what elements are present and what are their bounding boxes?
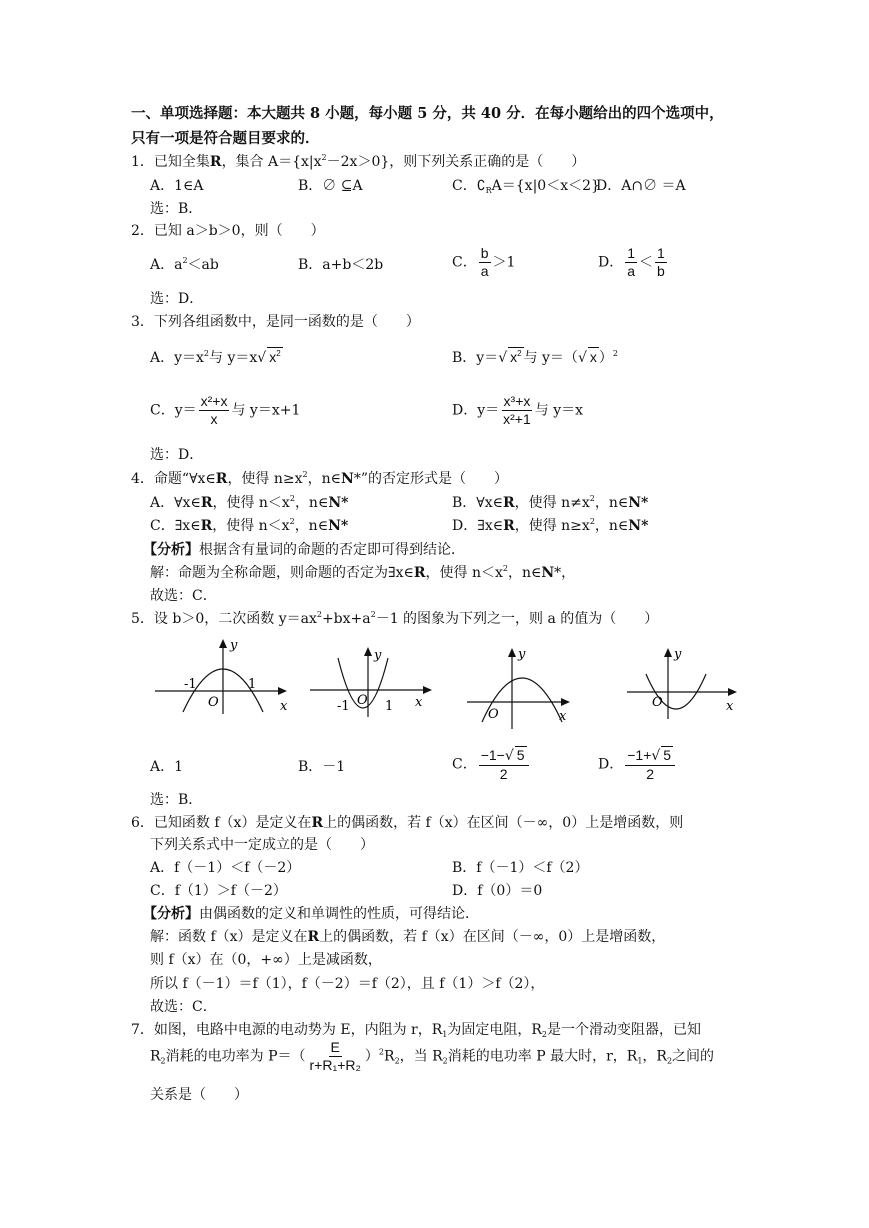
- x-arrow-icon: [423, 686, 432, 694]
- q6-option-b: B．f（－1）＜f（2）: [452, 860, 589, 876]
- q4-text-b: ，使得 n≥x: [227, 471, 303, 487]
- q6-analysis-tag: 【分析】: [143, 906, 199, 922]
- q6-sol1-r: R: [307, 929, 320, 945]
- q6-text-a: 已知函数 f（x）是定义在: [153, 815, 312, 831]
- origin-label: O: [488, 707, 499, 722]
- q3-opt-b-rad: x: [510, 349, 518, 365]
- q6-option-c: C．f（1）＞f（－2）: [150, 883, 287, 899]
- q5-option-d: [598, 746, 677, 783]
- q5-stem: [131, 610, 658, 628]
- q7-number: 7．: [131, 1022, 154, 1038]
- q4-opt-c-mid: ，使得 n＜x: [212, 518, 290, 534]
- q4-opt-b-nstar: N*: [628, 495, 649, 511]
- q4-opt-b-n: N: [628, 495, 642, 511]
- q6-stem: [131, 814, 683, 832]
- q2-opt-c-post: ＞1: [492, 254, 516, 271]
- q5-opt-c-num-pre: −1−: [480, 747, 505, 763]
- q1-option-c: [452, 177, 600, 195]
- q3-opt-a-radicand: [267, 347, 282, 366]
- q5-answer: 选：B．: [150, 792, 203, 808]
- q4-answer: 故选：C．: [150, 588, 217, 604]
- q7-line3: 关系是（ ）: [150, 1087, 248, 1103]
- q5-opt-c-den: 2: [499, 766, 508, 782]
- q7-line1-c: 是一个滑动变阻器，已知: [547, 1022, 702, 1038]
- q4-opt-d-nstar: N*: [628, 518, 649, 534]
- q2-opt-d-fraction1: [625, 245, 637, 280]
- q7-line2-sub-g: 2: [666, 1056, 673, 1066]
- q4-opt-c-pre: C．∃x∈: [150, 518, 201, 534]
- q5-opt-d-den: 2: [646, 766, 655, 782]
- q7-line1-b: 为固定电阻，R: [447, 1022, 542, 1038]
- q3-opt-a-pre: A．y＝x: [150, 350, 204, 366]
- q3-opt-c-post: 与 y＝x+1: [231, 402, 301, 419]
- radical-icon: √: [498, 350, 508, 366]
- label-neg1: -1: [184, 677, 197, 692]
- y-label: y: [374, 648, 382, 663]
- q3-opt-a-rad-sup: 2: [276, 349, 281, 358]
- q2-option-c: [452, 245, 515, 280]
- q4-option-d: [452, 517, 648, 535]
- q7-line2-h: 之间的: [672, 1048, 715, 1065]
- q2-opt-a-post: ＜ab: [187, 257, 219, 273]
- q5-opt-c-label: C．: [452, 756, 477, 773]
- q3-opt-a-sup: 2: [203, 349, 210, 358]
- q2-text: 已知 a＞b＞0，则（ ）: [153, 223, 325, 239]
- q4-opt-a-post: ，n∈: [294, 495, 329, 511]
- q5-opt-d-num: [625, 746, 675, 766]
- q5-text-a: 设 b＞0，二次函数 y＝ax: [153, 611, 317, 627]
- label-pos1: 1: [385, 699, 394, 714]
- q7-line2-e: ，当 R: [399, 1048, 443, 1065]
- x-arrow-icon: [561, 698, 570, 706]
- radical-icon: √: [651, 748, 661, 764]
- q3-opt-d-num: x³+x: [503, 393, 531, 409]
- q7-power-fraction: [308, 1039, 363, 1074]
- q2-stem: [131, 222, 325, 240]
- q7-sub2: 2: [541, 1030, 548, 1039]
- q4-sol-sup: 2: [502, 564, 508, 573]
- q1-opt-c-pre: C．∁: [452, 178, 486, 194]
- q4-text-c: ，n∈: [307, 471, 342, 487]
- q2-opt-c-num: b: [480, 245, 489, 261]
- q3-opt-d-den: x²+1: [503, 411, 531, 427]
- q2-opt-d-mid: ＜: [639, 254, 654, 271]
- y-arrow-icon: [364, 647, 372, 656]
- q7-line1-a: 如图，电路中电源的电动势为 E，内阻为 r，R: [153, 1022, 443, 1038]
- q5-graph-c: [462, 644, 574, 732]
- q2-opt-c-label: C．: [452, 254, 477, 271]
- q3-number: 3．: [131, 314, 154, 330]
- q5-sup1: 2: [316, 610, 322, 619]
- q7-line2-sub-f: 1: [637, 1056, 643, 1066]
- q4-analysis-tag: 【分析】: [143, 542, 199, 558]
- q5-sup2: 2: [370, 610, 376, 619]
- q4-opt-a-n: N: [328, 495, 342, 511]
- q6-solution-line3: 所以 f（－1）＝f（1），f（－2）＝f（2），且 f（1）＞f（2），: [150, 976, 545, 992]
- q4-opt-c-r: R: [200, 518, 213, 534]
- label-pos1: 1: [248, 677, 257, 692]
- q5-option-b: B．－1: [298, 759, 346, 775]
- q3-opt-c-num: x²+x: [200, 393, 228, 409]
- y-arrow-icon: [508, 648, 516, 657]
- q7-frac-den: r+R₁+R₂: [309, 1057, 361, 1073]
- q3-opt-b-pre: B．y＝: [452, 350, 499, 366]
- q4-opt-a-r: R: [200, 495, 213, 511]
- q1-option-d: D．A∩∅ ＝A: [596, 178, 686, 194]
- q3-opt-c-pre: C．y＝: [150, 402, 197, 419]
- q5-opt-c-num: [479, 746, 529, 766]
- q3-opt-a-mid: 与 y＝x: [209, 350, 258, 366]
- q6-text-b: 上的偶函数，若 f（x）在区间（－∞，0）上是增函数，则: [323, 815, 684, 831]
- q2-option-a: [150, 256, 219, 274]
- q3-opt-b-mid: 与 y＝（: [523, 350, 578, 366]
- q7-line2-f: 消耗的电功率 P 最大时，r，R: [447, 1048, 638, 1065]
- q1-opt-c-sub: R: [485, 186, 492, 195]
- q3-opt-d-pre: D．y＝: [452, 402, 500, 419]
- label-neg1: -1: [337, 699, 350, 714]
- q3-opt-a-rad: x: [269, 349, 277, 365]
- q5-opt-c-rad: 5: [516, 747, 525, 763]
- q3-opt-b-rad2: x: [589, 349, 597, 365]
- radical-icon: √: [257, 350, 267, 366]
- q1-option-a: A．1∈A: [150, 178, 204, 194]
- q6-analysis: [143, 905, 479, 923]
- q4-sup: 2: [302, 470, 308, 479]
- q4-analysis: [143, 541, 465, 559]
- q4-opt-d-mid: ，使得 n≥x: [514, 518, 590, 534]
- q3-answer: 选：D．: [150, 447, 204, 463]
- q1-answer: 选：B．: [150, 201, 203, 217]
- q4-opt-b-mid: ，使得 n≠x: [514, 495, 590, 511]
- q4-set-n: N: [341, 471, 354, 487]
- q4-sol-end: *，: [554, 565, 576, 581]
- q3-option-b: [452, 347, 618, 367]
- q1-number: 1．: [131, 154, 154, 170]
- x-label: x: [559, 709, 567, 724]
- q4-option-b: [452, 494, 648, 512]
- q7-line2-sub-e: 2: [442, 1056, 448, 1066]
- q7-line2-d: R: [384, 1048, 395, 1065]
- q6-solution-line1: [150, 928, 665, 946]
- q2-option-d: [598, 245, 669, 280]
- q7-line2-sub-d: 2: [394, 1056, 400, 1066]
- y-label: y: [674, 647, 682, 662]
- y-label: y: [518, 647, 526, 662]
- y-arrow-icon: [664, 648, 672, 657]
- q3-opt-d-post: 与 y＝x: [534, 402, 584, 419]
- q4-opt-a-pre: A．∀x∈: [150, 495, 201, 511]
- section-title-line2: 只有一项是符合题目要求的．: [131, 130, 320, 147]
- section-title-line1: 一、单项选择题：本大题共 8 小题，每小题 5 分，共 40 分．在每小题给出的四个选项中，: [131, 105, 724, 122]
- q7-frac-num: E: [330, 1039, 340, 1055]
- q4-opt-d-n: N: [628, 518, 642, 534]
- q5-opt-d-fraction: [625, 746, 675, 783]
- q1-text-c: －2x＞0}，则下列关系正确的是（ ）: [326, 154, 586, 170]
- q2-opt-d-den2: b: [657, 263, 665, 279]
- q6-option-a: A．f（－1）＜f（－2）: [150, 860, 301, 876]
- q1-set-r: R: [209, 154, 222, 170]
- q2-opt-a-pre: A．a: [150, 257, 183, 273]
- y-arrow-icon: [219, 639, 227, 648]
- q3-opt-b-radicand: [508, 347, 523, 366]
- q3-opt-d-fraction: [501, 393, 533, 428]
- x-label: x: [726, 699, 734, 714]
- q5-option-c: [452, 746, 531, 783]
- q4-opt-a-sup: 2: [289, 494, 295, 503]
- radical-icon: √: [577, 350, 587, 366]
- q4-analysis-text: 根据含有量词的命题的否定即可得到结论．: [199, 542, 465, 558]
- q4-opt-b-post: ，n∈: [594, 495, 629, 511]
- q7-line2-sub-a: 2: [160, 1056, 166, 1066]
- q4-opt-c-nstar: N*: [328, 518, 349, 534]
- x-arrow-icon: [278, 687, 287, 695]
- q1-opt-c-post: A＝{x|0＜x＜2}: [491, 178, 600, 194]
- q3-opt-c-den: x: [210, 411, 218, 427]
- q3-option-d: [452, 393, 583, 428]
- q4-opt-d-r: R: [503, 518, 515, 534]
- q1-stem: [131, 153, 585, 171]
- q5-opt-d-label: D．: [598, 756, 624, 773]
- q7-line2-b: 消耗的电功率为 P＝（: [165, 1048, 306, 1065]
- q4-text-a: 命题“∀x∈: [153, 471, 216, 487]
- q6-option-d: D．f（0）＝0: [452, 883, 543, 899]
- q7-line2-g: ，R: [642, 1048, 667, 1065]
- q4-opt-b-sup: 2: [589, 494, 595, 503]
- q6-sol1-pre: 解：函数 f（x）是定义在: [150, 929, 308, 945]
- q5-option-a: A．1: [150, 759, 184, 775]
- q6-analysis-text: 由偶函数的定义和单调性的性质，可得结论．: [199, 906, 479, 922]
- q2-opt-d-num1: 1: [627, 245, 636, 261]
- q4-opt-d-sup: 2: [589, 517, 595, 526]
- q5-number: 5．: [131, 611, 154, 627]
- origin-label: O: [652, 695, 663, 710]
- q3-opt-b-sup: 2: [612, 349, 618, 358]
- q2-opt-d-fraction2: [655, 245, 667, 280]
- q4-sol-post: ，n∈: [507, 565, 542, 581]
- q2-opt-c-fraction: [479, 245, 491, 280]
- q1-sup: 2: [321, 153, 327, 162]
- q2-answer: 选：D．: [150, 291, 204, 307]
- q6-answer: 故选：C．: [150, 999, 217, 1015]
- q3-opt-b-rad-sup: 2: [517, 349, 522, 358]
- q4-opt-c-n: N: [328, 518, 341, 534]
- q7-line2-sup: 2: [378, 1047, 385, 1057]
- q5-opt-c-fraction: [479, 746, 529, 783]
- q4-opt-b-r: R: [503, 495, 515, 511]
- q5-opt-d-rad: 5: [663, 747, 672, 763]
- q6-number: 6．: [131, 815, 154, 831]
- q3-text: 下列各组函数中，是同一函数的是（ ）: [153, 314, 420, 330]
- q1-text-b: ，集合 A＝{x|x: [221, 154, 322, 170]
- q7-sub1: 1: [442, 1030, 448, 1039]
- q5-graph-b: [305, 642, 435, 720]
- radical-icon: √: [504, 748, 514, 764]
- q4-set-r: R: [215, 471, 228, 487]
- q4-sol-n: N: [541, 565, 555, 581]
- q6-set-r: R: [311, 815, 324, 831]
- q7-line1: [131, 1021, 701, 1039]
- q7-line2: [150, 1039, 714, 1074]
- q4-sol-mid: ，使得 n＜x: [425, 565, 503, 581]
- origin-label: O: [208, 695, 219, 710]
- q1-option-b: B．∅ ⊆A: [298, 178, 363, 194]
- q4-opt-c-sup: 2: [289, 517, 295, 526]
- q4-sol-r: R: [413, 565, 426, 581]
- x-label: x: [280, 699, 288, 714]
- q4-sol-pre: 解：命题为全称命题，则命题的否定为∃x∈: [150, 565, 414, 581]
- q2-opt-c-den: a: [480, 263, 489, 279]
- q4-option-c: [150, 517, 348, 535]
- q2-opt-d-den1: a: [627, 263, 636, 279]
- q5-graph-d: [622, 644, 740, 722]
- q3-opt-c-fraction: [199, 393, 230, 428]
- q6-solution-line2: 则 f（x）在（0，+∞）上是减函数，: [150, 952, 382, 968]
- q1-text-a: 已知全集: [153, 154, 210, 170]
- q4-solution: [150, 564, 575, 582]
- x-arrow-icon: [728, 688, 737, 696]
- x-label: x: [415, 695, 423, 710]
- q7-line2-c: ）: [364, 1048, 379, 1065]
- q6-sol1-post: 上的偶函数，若 f（x）在区间（－∞，0）上是增函数，: [319, 929, 666, 945]
- q4-opt-c-post: ，n∈: [294, 518, 329, 534]
- q3-option-c: [150, 393, 300, 428]
- q5-graph-a: [150, 636, 290, 718]
- q4-opt-d-post: ，n∈: [594, 518, 629, 534]
- q2-number: 2．: [131, 223, 154, 239]
- q6-stem-line2: 下列关系式中一定成立的是（ ）: [150, 837, 374, 853]
- q2-opt-d-label: D．: [598, 254, 624, 271]
- q4-stem: [131, 470, 508, 488]
- q4-option-a: [150, 494, 348, 512]
- q4-opt-a-mid: ，使得 n＜x: [212, 495, 290, 511]
- q2-opt-d-num2: 1: [657, 245, 665, 261]
- q2-option-b: B．a+b＜2b: [298, 257, 384, 273]
- q4-opt-d-pre: D．∃x∈: [452, 518, 504, 534]
- q5-opt-d-num-pre: −1+: [627, 747, 652, 763]
- q5-text-b: +bx+a: [321, 611, 371, 627]
- q3-opt-b-post: ）: [598, 350, 613, 366]
- q3-stem: [131, 313, 420, 331]
- q4-opt-b-pre: B．∀x∈: [452, 495, 503, 511]
- q3-option-a: [150, 347, 283, 367]
- q4-opt-a-nstar: N*: [328, 495, 349, 511]
- q5-text-c: －1 的图象为下列之一，则 a 的值为（ ）: [375, 611, 659, 627]
- q4-number: 4．: [131, 471, 154, 487]
- y-label: y: [230, 638, 238, 653]
- origin-label: O: [357, 693, 368, 708]
- q2-opt-a-sup: 2: [182, 256, 188, 265]
- q4-text-d: *”的否定形式是（ ）: [353, 471, 508, 487]
- q7-line2-a: R: [150, 1048, 161, 1065]
